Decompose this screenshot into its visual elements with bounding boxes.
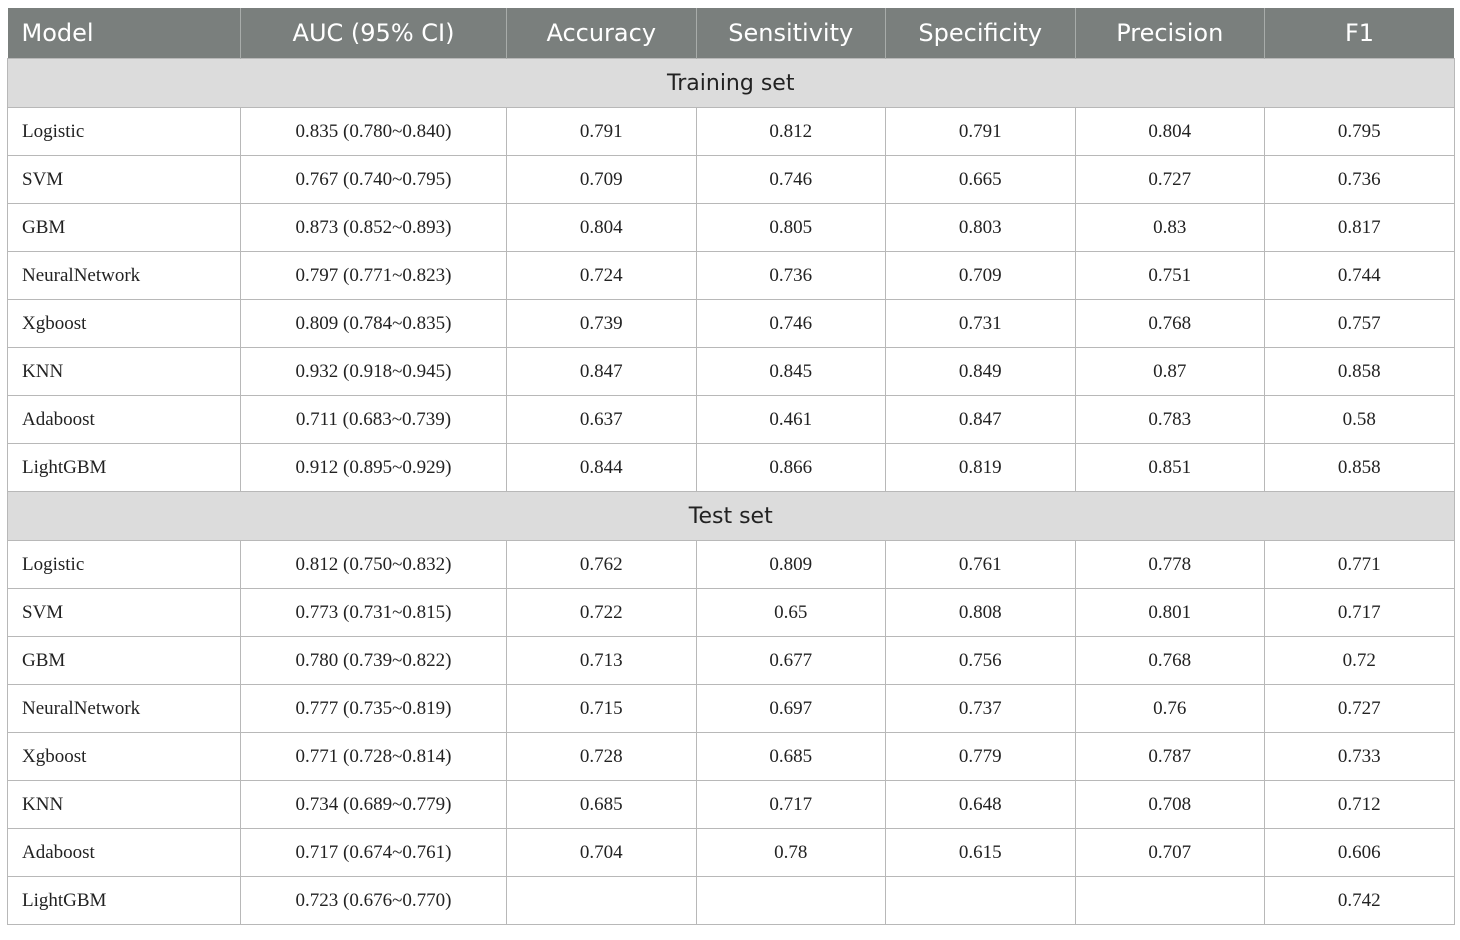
accuracy-cell: 0.847	[507, 348, 697, 396]
auc-cell: 0.809 (0.784~0.835)	[241, 300, 507, 348]
precision-cell	[1075, 877, 1265, 925]
header-precision: Precision	[1075, 8, 1265, 59]
specificity-cell: 0.648	[886, 781, 1076, 829]
sensitivity-cell	[696, 877, 886, 925]
specificity-cell: 0.791	[886, 108, 1076, 156]
precision-cell: 0.804	[1075, 108, 1265, 156]
section-row	[8, 59, 1455, 108]
specificity-cell: 0.731	[886, 300, 1076, 348]
table-row	[8, 877, 1455, 925]
table-row	[8, 300, 1455, 348]
table-row	[8, 829, 1455, 877]
sensitivity-cell: 0.717	[696, 781, 886, 829]
specificity-cell: 0.779	[886, 733, 1076, 781]
table-row	[8, 781, 1455, 829]
table-row	[8, 108, 1455, 156]
model-cell: Logistic	[8, 541, 241, 589]
auc-cell: 0.873 (0.852~0.893)	[241, 204, 507, 252]
accuracy-cell: 0.713	[507, 637, 697, 685]
accuracy-cell: 0.724	[507, 252, 697, 300]
model-cell: SVM	[8, 589, 241, 637]
header-auc: AUC (95% CI)	[241, 8, 507, 59]
sensitivity-cell: 0.809	[696, 541, 886, 589]
sensitivity-cell: 0.685	[696, 733, 886, 781]
specificity-cell: 0.761	[886, 541, 1076, 589]
accuracy-cell: 0.709	[507, 156, 697, 204]
sensitivity-cell: 0.697	[696, 685, 886, 733]
sensitivity-cell: 0.805	[696, 204, 886, 252]
specificity-cell: 0.849	[886, 348, 1076, 396]
auc-cell: 0.711 (0.683~0.739)	[241, 396, 507, 444]
f1-cell: 0.58	[1265, 396, 1455, 444]
table-row	[8, 348, 1455, 396]
header-specificity: Specificity	[886, 8, 1076, 59]
header-row	[8, 8, 1455, 59]
precision-cell: 0.727	[1075, 156, 1265, 204]
auc-cell: 0.734 (0.689~0.779)	[241, 781, 507, 829]
sensitivity-cell: 0.746	[696, 156, 886, 204]
precision-cell: 0.801	[1075, 589, 1265, 637]
sensitivity-cell: 0.812	[696, 108, 886, 156]
precision-cell: 0.76	[1075, 685, 1265, 733]
section-title: Training set	[8, 59, 1455, 108]
table-row	[8, 204, 1455, 252]
specificity-cell	[886, 877, 1076, 925]
table-row	[8, 733, 1455, 781]
sensitivity-cell: 0.461	[696, 396, 886, 444]
f1-cell: 0.795	[1265, 108, 1455, 156]
accuracy-cell: 0.804	[507, 204, 697, 252]
accuracy-cell: 0.739	[507, 300, 697, 348]
sensitivity-cell: 0.845	[696, 348, 886, 396]
precision-cell: 0.87	[1075, 348, 1265, 396]
sensitivity-cell: 0.78	[696, 829, 886, 877]
auc-cell: 0.835 (0.780~0.840)	[241, 108, 507, 156]
sensitivity-cell: 0.866	[696, 444, 886, 492]
specificity-cell: 0.709	[886, 252, 1076, 300]
header-f1: F1	[1265, 8, 1455, 59]
specificity-cell: 0.847	[886, 396, 1076, 444]
f1-cell: 0.72	[1265, 637, 1455, 685]
model-cell: LightGBM	[8, 877, 241, 925]
auc-cell: 0.780 (0.739~0.822)	[241, 637, 507, 685]
precision-cell: 0.708	[1075, 781, 1265, 829]
model-cell: Adaboost	[8, 396, 241, 444]
table-row	[8, 541, 1455, 589]
model-cell: Logistic	[8, 108, 241, 156]
model-cell: GBM	[8, 637, 241, 685]
specificity-cell: 0.756	[886, 637, 1076, 685]
model-cell: Xgboost	[8, 300, 241, 348]
accuracy-cell: 0.685	[507, 781, 697, 829]
header-model: Model	[8, 8, 241, 59]
precision-cell: 0.787	[1075, 733, 1265, 781]
precision-cell: 0.851	[1075, 444, 1265, 492]
f1-cell: 0.817	[1265, 204, 1455, 252]
sensitivity-cell: 0.736	[696, 252, 886, 300]
auc-cell: 0.912 (0.895~0.929)	[241, 444, 507, 492]
specificity-cell: 0.803	[886, 204, 1076, 252]
auc-cell: 0.723 (0.676~0.770)	[241, 877, 507, 925]
auc-cell: 0.932 (0.918~0.945)	[241, 348, 507, 396]
precision-cell: 0.783	[1075, 396, 1265, 444]
accuracy-cell: 0.844	[507, 444, 697, 492]
table-row	[8, 252, 1455, 300]
f1-cell: 0.717	[1265, 589, 1455, 637]
section-title: Test set	[8, 492, 1455, 541]
auc-cell: 0.773 (0.731~0.815)	[241, 589, 507, 637]
precision-cell: 0.751	[1075, 252, 1265, 300]
accuracy-cell: 0.728	[507, 733, 697, 781]
f1-cell: 0.712	[1265, 781, 1455, 829]
auc-cell: 0.812 (0.750~0.832)	[241, 541, 507, 589]
section-row	[8, 492, 1455, 541]
f1-cell: 0.744	[1265, 252, 1455, 300]
f1-cell: 0.736	[1265, 156, 1455, 204]
accuracy-cell: 0.715	[507, 685, 697, 733]
accuracy-cell: 0.791	[507, 108, 697, 156]
accuracy-cell: 0.722	[507, 589, 697, 637]
sensitivity-cell: 0.746	[696, 300, 886, 348]
table-row	[8, 156, 1455, 204]
auc-cell: 0.767 (0.740~0.795)	[241, 156, 507, 204]
model-cell: Xgboost	[8, 733, 241, 781]
sensitivity-cell: 0.65	[696, 589, 886, 637]
model-cell: KNN	[8, 781, 241, 829]
f1-cell: 0.771	[1265, 541, 1455, 589]
table-row	[8, 396, 1455, 444]
f1-cell: 0.606	[1265, 829, 1455, 877]
table-row	[8, 444, 1455, 492]
precision-cell: 0.768	[1075, 637, 1265, 685]
precision-cell: 0.778	[1075, 541, 1265, 589]
auc-cell: 0.717 (0.674~0.761)	[241, 829, 507, 877]
table-row	[8, 637, 1455, 685]
table-row	[8, 589, 1455, 637]
specificity-cell: 0.615	[886, 829, 1076, 877]
f1-cell: 0.858	[1265, 444, 1455, 492]
specificity-cell: 0.665	[886, 156, 1076, 204]
f1-cell: 0.733	[1265, 733, 1455, 781]
specificity-cell: 0.737	[886, 685, 1076, 733]
results-table	[7, 8, 1455, 925]
precision-cell: 0.707	[1075, 829, 1265, 877]
accuracy-cell	[507, 877, 697, 925]
model-cell: SVM	[8, 156, 241, 204]
auc-cell: 0.777 (0.735~0.819)	[241, 685, 507, 733]
precision-cell: 0.83	[1075, 204, 1265, 252]
model-cell: GBM	[8, 204, 241, 252]
f1-cell: 0.858	[1265, 348, 1455, 396]
f1-cell: 0.727	[1265, 685, 1455, 733]
table-body	[8, 59, 1455, 925]
precision-cell: 0.768	[1075, 300, 1265, 348]
model-cell: Adaboost	[8, 829, 241, 877]
accuracy-cell: 0.704	[507, 829, 697, 877]
auc-cell: 0.771 (0.728~0.814)	[241, 733, 507, 781]
accuracy-cell: 0.762	[507, 541, 697, 589]
specificity-cell: 0.808	[886, 589, 1076, 637]
model-cell: NeuralNetwork	[8, 252, 241, 300]
auc-cell: 0.797 (0.771~0.823)	[241, 252, 507, 300]
model-cell: NeuralNetwork	[8, 685, 241, 733]
model-cell: KNN	[8, 348, 241, 396]
header-sensitivity: Sensitivity	[696, 8, 886, 59]
table-row	[8, 685, 1455, 733]
header-accuracy: Accuracy	[507, 8, 697, 59]
specificity-cell: 0.819	[886, 444, 1076, 492]
f1-cell: 0.742	[1265, 877, 1455, 925]
f1-cell: 0.757	[1265, 300, 1455, 348]
accuracy-cell: 0.637	[507, 396, 697, 444]
model-cell: LightGBM	[8, 444, 241, 492]
sensitivity-cell: 0.677	[696, 637, 886, 685]
